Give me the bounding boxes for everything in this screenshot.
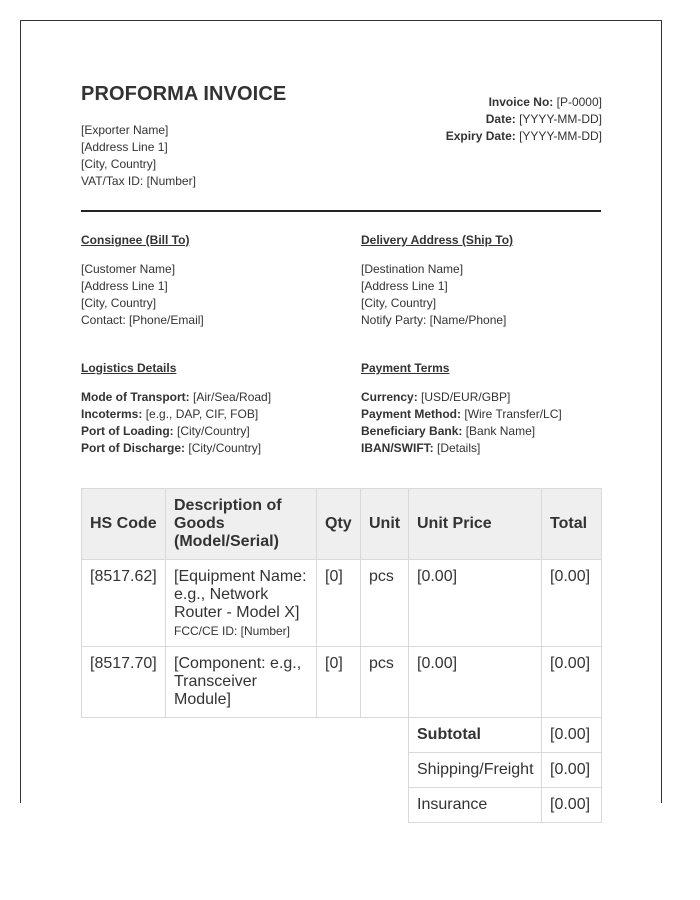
logistics-row [81, 406, 271, 423]
delivery-block [361, 261, 506, 329]
exporter-vat: VAT/Tax ID: [Number] [81, 174, 196, 188]
expiry-date-label: Expiry Date: [445, 129, 516, 143]
column-header-unit-price: Unit Price [409, 489, 542, 560]
exporter-address: [Address Line 1] [81, 140, 168, 154]
payment-value: [Wire Transfer/LC] [464, 407, 562, 421]
logistics-value: [City/Country] [188, 441, 262, 455]
invoice-page [20, 20, 662, 813]
column-header-hs-code: HS Code [82, 489, 166, 560]
logistics-row [81, 440, 271, 457]
logistics-block [81, 389, 271, 457]
table-header-row [82, 489, 602, 560]
payment-block [361, 389, 562, 457]
column-header-unit: Unit [361, 489, 409, 560]
insurance-label: Insurance [409, 788, 542, 823]
total-cell: [0.00] [542, 560, 602, 647]
invoice-number-label: Invoice No: [488, 95, 554, 109]
unit-price-cell: [0.00] [409, 647, 542, 718]
consignee-line: Contact: [Phone/Email] [81, 313, 204, 327]
insurance-value: [0.00] [542, 788, 602, 823]
table-row [82, 647, 602, 718]
logistics-value: [City/Country] [177, 424, 250, 438]
header-divider [81, 210, 601, 212]
logistics-label: Port of Discharge: [81, 441, 186, 455]
consignee-title: Consignee (Bill To) [81, 233, 190, 247]
payment-value: [Bank Name] [465, 424, 536, 438]
column-header-qty: Qty [317, 489, 361, 560]
consignee-line: [Address Line 1] [81, 279, 168, 293]
description-text: [Equipment Name: e.g., Network Router - Model X] [174, 568, 307, 621]
logistics-value: [Air/Sea/Road] [193, 390, 272, 404]
hs-code-cell: [8517.70] [82, 647, 166, 718]
certification-note: FCC/CE ID: [Number] [174, 624, 291, 638]
shipping-label: Shipping/Freight [409, 753, 542, 788]
payment-label: Payment Method: [361, 407, 462, 421]
column-header-total: Total [542, 489, 602, 560]
summary-row [82, 788, 602, 823]
summary-row [82, 718, 602, 753]
payment-value: [Details] [437, 441, 481, 455]
exporter-city: [City, Country] [81, 157, 157, 171]
summary-spacer [82, 718, 409, 753]
summary-spacer [82, 788, 409, 823]
payment-label: IBAN/SWIFT: [361, 441, 434, 455]
expiry-date-line [446, 128, 602, 145]
exporter-block [81, 122, 196, 190]
invoice-meta [446, 94, 602, 145]
qty-cell: [0] [317, 647, 361, 718]
invoice-date-line [446, 111, 602, 128]
items-table [81, 488, 602, 823]
logistics-title: Logistics Details [81, 361, 177, 375]
invoice-title: PROFORMA INVOICE [81, 83, 287, 105]
unit-cell: pcs [361, 647, 409, 718]
column-header-description: Description of Goods (Model/Serial) [166, 489, 317, 560]
logistics-label: Port of Loading: [81, 424, 174, 438]
payment-title: Payment Terms [361, 361, 450, 375]
delivery-title: Delivery Address (Ship To) [361, 233, 514, 247]
delivery-line: Notify Party: [Name/Phone] [361, 313, 507, 327]
summary-spacer [82, 753, 409, 788]
delivery-line: [Address Line 1] [361, 279, 448, 293]
consignee-line: [Customer Name] [81, 262, 176, 276]
payment-row [361, 440, 562, 457]
payment-label: Currency: [361, 390, 418, 404]
payment-row [361, 389, 562, 406]
unit-cell: pcs [361, 560, 409, 647]
expiry-date-value: [YYYY-MM-DD] [519, 129, 602, 143]
subtotal-label: Subtotal [409, 718, 542, 753]
payment-row [361, 423, 562, 440]
description-cell [166, 560, 317, 647]
payment-row [361, 406, 562, 423]
payment-label: Beneficiary Bank: [361, 424, 463, 438]
invoice-number-line [446, 94, 602, 111]
hs-code-cell: [8517.62] [82, 560, 166, 647]
payment-value: [USD/EUR/GBP] [421, 390, 511, 404]
consignee-line: [City, Country] [81, 296, 157, 310]
logistics-label: Incoterms: [81, 407, 143, 421]
shipping-value: [0.00] [542, 753, 602, 788]
delivery-line: [City, Country] [361, 296, 437, 310]
invoice-date-label: Date: [485, 112, 516, 126]
description-cell [166, 647, 317, 718]
consignee-block [81, 261, 204, 329]
invoice-date-value: [YYYY-MM-DD] [519, 112, 602, 126]
summary-row [82, 753, 602, 788]
delivery-line: [Destination Name] [361, 262, 464, 276]
description-text: [Component: e.g., Transceiver Module] [174, 655, 302, 708]
logistics-label: Mode of Transport: [81, 390, 190, 404]
qty-cell: [0] [317, 560, 361, 647]
unit-price-cell: [0.00] [409, 560, 542, 647]
subtotal-value: [0.00] [542, 718, 602, 753]
logistics-row [81, 389, 271, 406]
exporter-name: [Exporter Name] [81, 123, 169, 137]
logistics-value: [e.g., DAP, CIF, FOB] [145, 407, 259, 421]
invoice-number-value: [P-0000] [556, 95, 602, 109]
logistics-row [81, 423, 271, 440]
table-row [82, 560, 602, 647]
total-cell: [0.00] [542, 647, 602, 718]
